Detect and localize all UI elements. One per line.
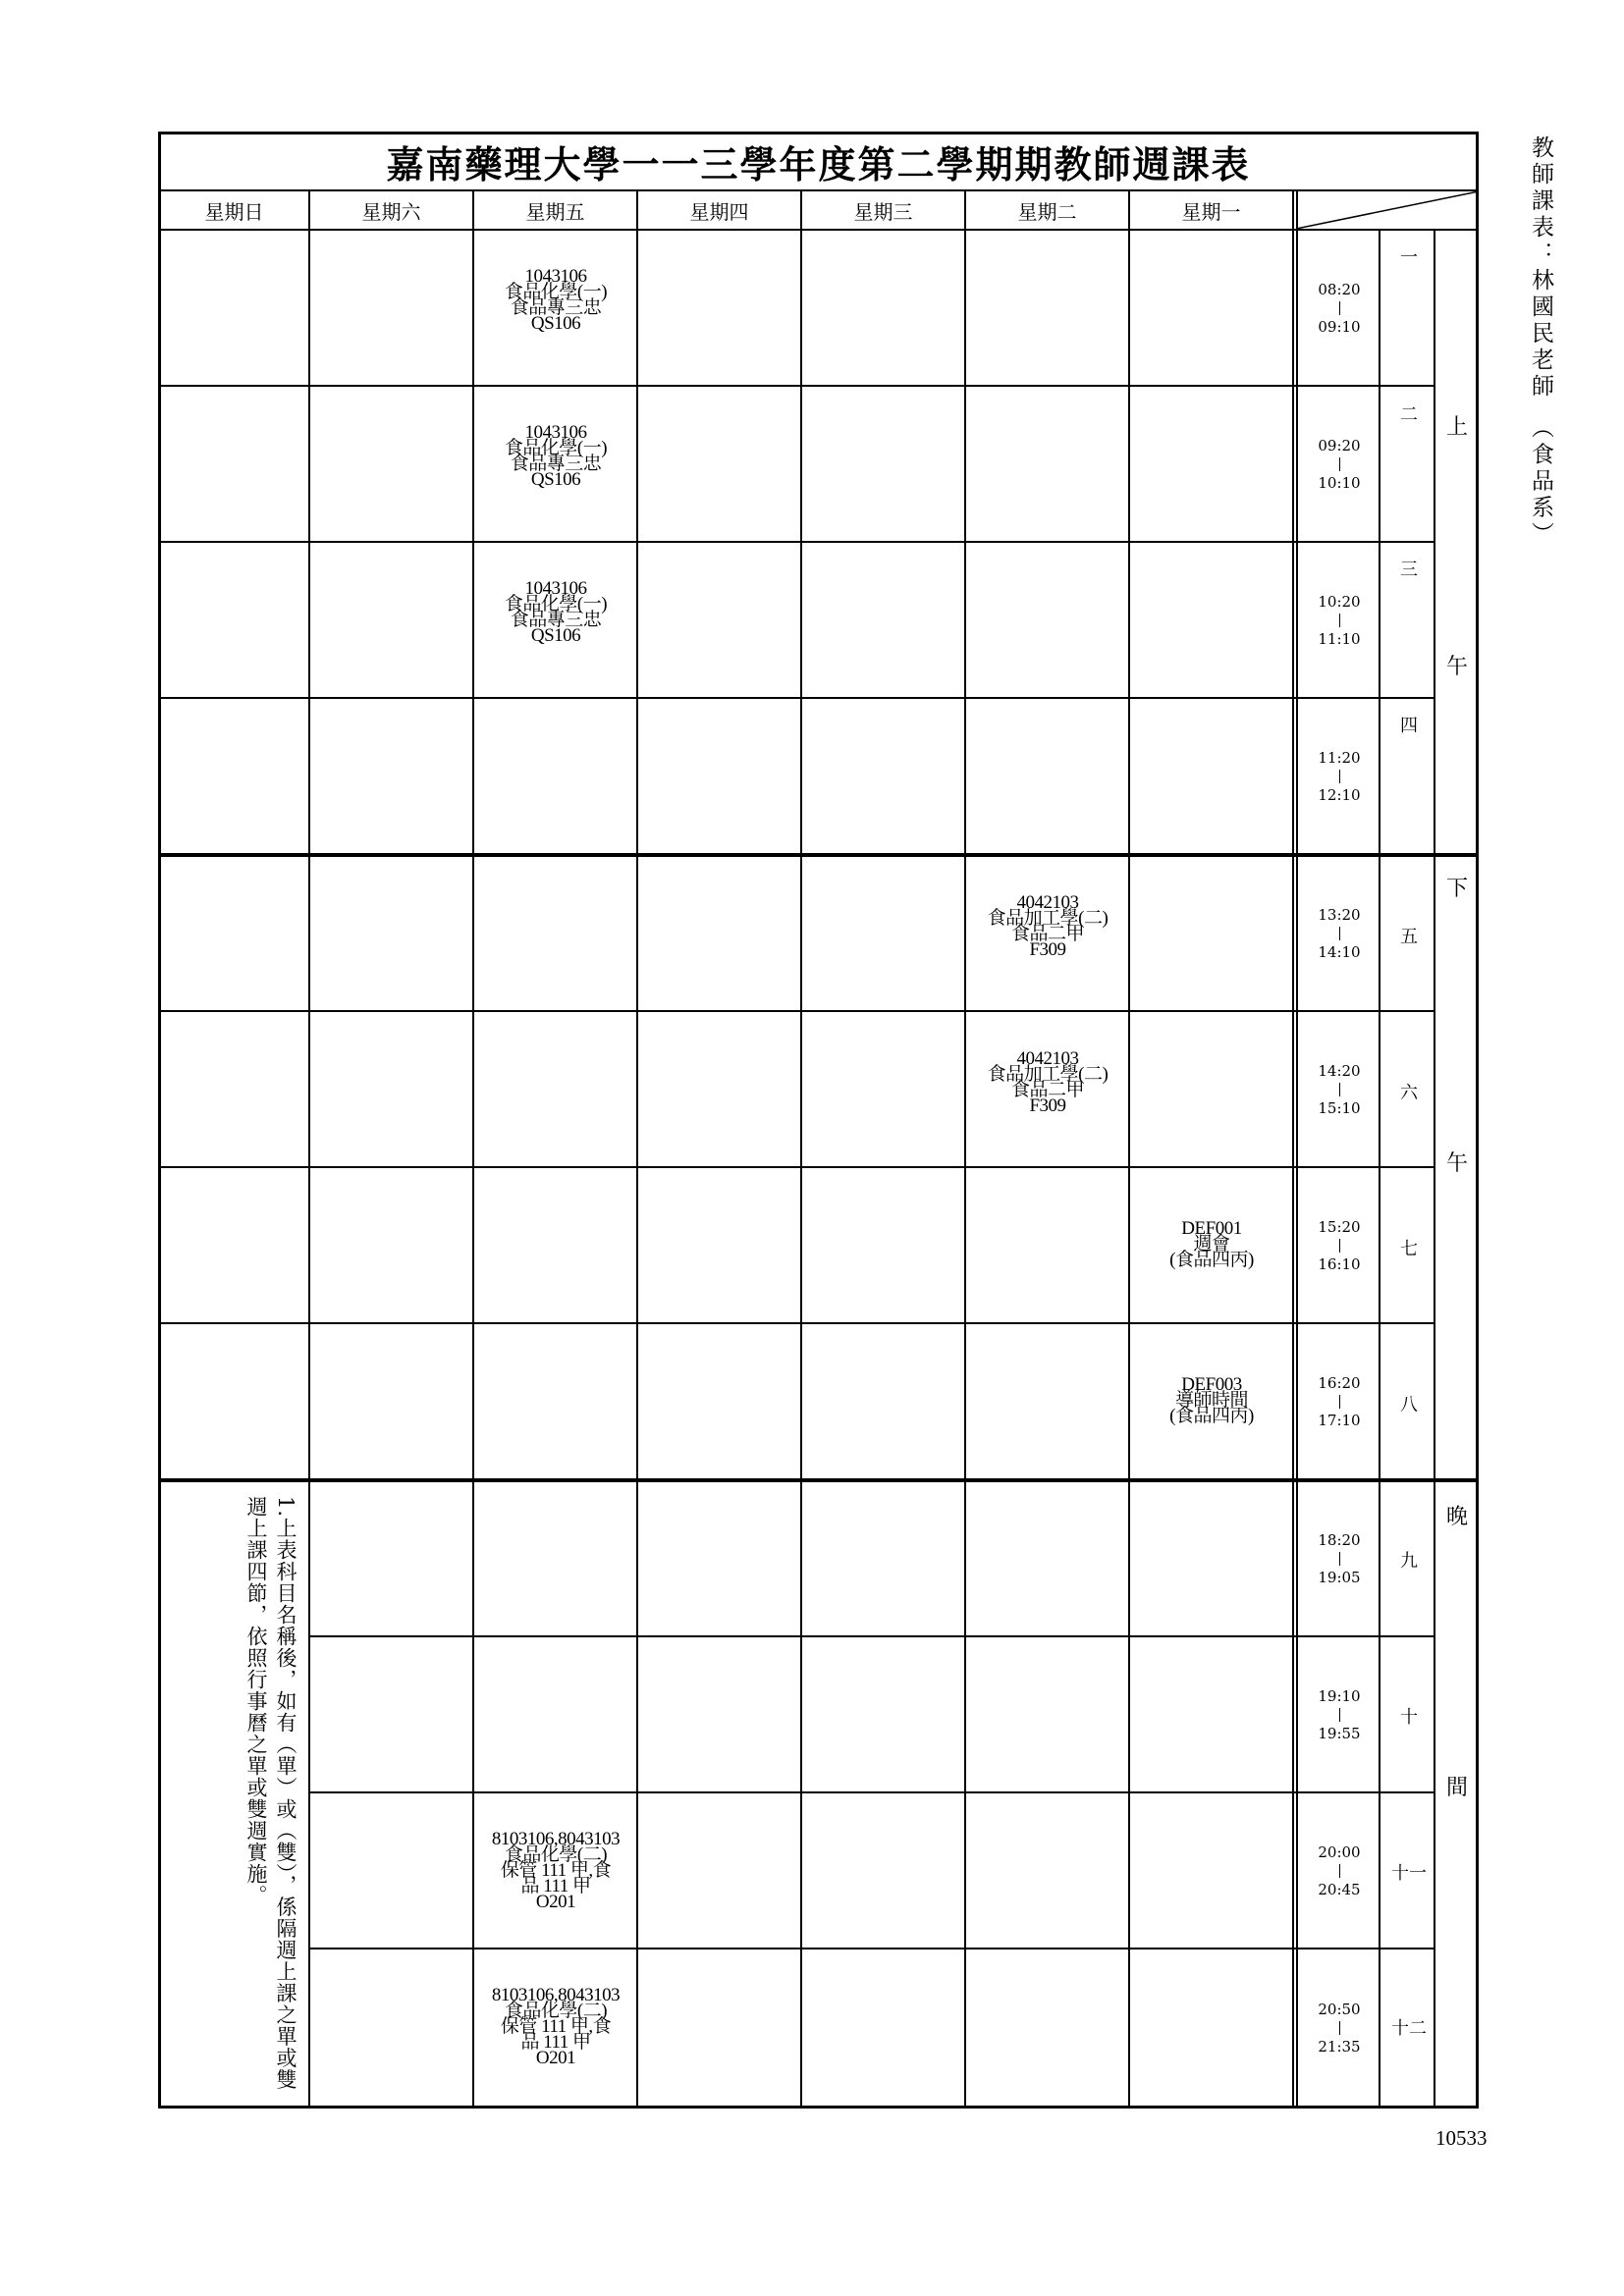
header-diagonal xyxy=(1296,191,1479,231)
period-end: 16:10 xyxy=(1318,1255,1361,1273)
session-afternoon-char-2: 午 xyxy=(1445,1151,1468,1176)
course-cell-tue-p5[interactable] xyxy=(966,887,1129,966)
course-class: (食品四丙) xyxy=(1169,1406,1254,1426)
time-separator xyxy=(1339,301,1340,315)
period-end: 19:55 xyxy=(1318,1724,1361,1742)
day-header-saturday: 星期六 xyxy=(361,199,421,224)
course-code: 1043106 xyxy=(524,266,587,287)
period-start: 10:20 xyxy=(1318,592,1361,611)
period-time xyxy=(1298,1793,1380,1948)
course-code: 1043106 xyxy=(524,422,587,443)
course-code: 8103106,8043103 xyxy=(491,1985,621,2005)
page-title: 嘉南藥理大學一一三學年度第二學期期教師週課表 xyxy=(386,141,1251,187)
period-end: 20:45 xyxy=(1318,1880,1361,1898)
course-class: 食品專三忠 xyxy=(510,610,602,630)
time-separator xyxy=(1339,927,1340,940)
course-code: 4042103 xyxy=(1016,892,1079,913)
session-rule xyxy=(158,853,1479,857)
period-start: 08:20 xyxy=(1318,280,1361,298)
course-name: 導師時間 xyxy=(1174,1390,1248,1411)
course-class: 食品二甲 xyxy=(1010,1080,1084,1100)
course-cell-fri-p12[interactable] xyxy=(474,1980,637,2074)
course-room: F309 xyxy=(1029,939,1066,960)
course-code: DEF001 xyxy=(1181,1218,1242,1239)
row-rule xyxy=(158,1166,1435,1168)
course-room: O201 xyxy=(535,2048,576,2068)
time-separator xyxy=(1339,1552,1340,1566)
course-name: 食品化學(一) xyxy=(504,282,608,302)
period-time xyxy=(1298,387,1380,541)
period-time xyxy=(1298,1482,1380,1635)
session-morning-char-1: 上 xyxy=(1445,415,1468,440)
session-afternoon-char-1: 下 xyxy=(1445,877,1468,901)
course-code: 1043106 xyxy=(524,578,587,599)
session-evening-char-1: 晚 xyxy=(1445,1505,1468,1529)
period-end: 11:10 xyxy=(1318,629,1361,648)
period-end: 19:05 xyxy=(1318,1569,1361,1586)
period-number: 十 xyxy=(1400,1707,1418,1728)
course-room: F309 xyxy=(1029,1095,1066,1116)
course-room: QS106 xyxy=(530,313,581,334)
course-cell-fri-p11[interactable] xyxy=(474,1824,637,1918)
grid-line xyxy=(964,191,966,2107)
row-rule xyxy=(308,1948,1435,1949)
grid-line xyxy=(800,191,802,2107)
time-separator xyxy=(1339,1395,1340,1409)
period-time xyxy=(1298,857,1380,1010)
period-number: 十一 xyxy=(1391,1863,1427,1884)
period-end: 10:10 xyxy=(1318,473,1361,492)
period-time xyxy=(1298,699,1380,853)
course-room: QS106 xyxy=(530,625,581,646)
period-end: 15:10 xyxy=(1318,1098,1361,1117)
period-number: 二 xyxy=(1400,404,1418,425)
grid-line xyxy=(308,1482,310,2107)
time-separator xyxy=(1339,1239,1340,1253)
period-number: 八 xyxy=(1400,1395,1418,1415)
course-cell-fri-p1[interactable] xyxy=(474,261,637,340)
period-number: 三 xyxy=(1400,560,1418,580)
period-end: 17:10 xyxy=(1318,1411,1361,1429)
footnote: 1.上表科目名稱後，如有（單）或（雙），係隔週上課之單或雙週上課四節，依照行事曆之單或雙週實施。 xyxy=(244,1496,298,2091)
period-time xyxy=(1298,1012,1380,1166)
course-name: 食品化學(一) xyxy=(504,438,608,458)
time-separator xyxy=(1339,614,1340,627)
day-header-friday: 星期五 xyxy=(525,199,585,224)
row-rule xyxy=(158,541,1435,543)
course-cell-tue-p6[interactable] xyxy=(966,1043,1129,1122)
period-start: 14:20 xyxy=(1318,1061,1361,1080)
period-time xyxy=(1298,1168,1380,1322)
course-class: 保管 111 甲,食 xyxy=(500,1860,612,1881)
row-rule xyxy=(158,385,1435,387)
day-header-wednesday: 星期三 xyxy=(853,199,913,224)
course-class: 食品專三忠 xyxy=(510,297,602,318)
row-rule xyxy=(158,1010,1435,1012)
page-number: 10533 xyxy=(1435,2126,1488,2150)
period-number: 六 xyxy=(1400,1083,1418,1103)
course-name: 週會 xyxy=(1193,1234,1230,1255)
course-name: 食品加工學(二) xyxy=(987,1064,1109,1085)
period-time xyxy=(1298,1324,1380,1478)
period-end: 14:10 xyxy=(1318,943,1361,961)
session-evening-char-2: 間 xyxy=(1445,1776,1468,1800)
course-class: 食品二甲 xyxy=(1010,924,1084,944)
period-start: 09:20 xyxy=(1318,436,1361,454)
row-rule xyxy=(308,1635,1435,1637)
period-time xyxy=(1298,1637,1380,1791)
course-cell-fri-p3[interactable] xyxy=(474,573,637,652)
day-header-sunday: 星期日 xyxy=(204,199,264,224)
period-number: 五 xyxy=(1400,927,1418,947)
period-start: 13:20 xyxy=(1318,906,1361,924)
period-start: 11:20 xyxy=(1318,748,1361,767)
day-header-thursday: 星期四 xyxy=(689,199,749,224)
course-class: (食品四丙) xyxy=(1169,1250,1254,1270)
course-room: QS106 xyxy=(530,469,581,490)
time-separator xyxy=(1339,1083,1340,1096)
course-code: 8103106,8043103 xyxy=(491,1829,621,1849)
course-class: 品 111 甲 xyxy=(520,2032,591,2053)
day-header-tuesday: 星期二 xyxy=(1017,199,1077,224)
period-number: 十二 xyxy=(1391,2018,1427,2039)
session-morning-char-2: 午 xyxy=(1445,655,1468,679)
table-frame xyxy=(158,132,1479,2109)
grid-line xyxy=(1292,191,1294,2107)
header-rule xyxy=(158,229,1479,231)
period-start: 19:10 xyxy=(1318,1686,1361,1705)
course-cell-mon-p7[interactable] xyxy=(1130,1213,1293,1276)
period-number: 七 xyxy=(1400,1239,1418,1259)
course-name: 食品化學(二) xyxy=(504,1844,608,1865)
row-rule xyxy=(158,697,1435,699)
period-time xyxy=(1298,1949,1380,2107)
grid-line xyxy=(1128,191,1130,2107)
period-start: 16:20 xyxy=(1318,1373,1361,1392)
row-rule xyxy=(308,1791,1435,1793)
period-end: 09:10 xyxy=(1318,317,1361,336)
course-name: 食品化學(一) xyxy=(504,594,608,614)
course-class: 保管 111 甲,食 xyxy=(500,2016,612,2037)
course-cell-fri-p2[interactable] xyxy=(474,417,637,496)
period-start: 15:20 xyxy=(1318,1217,1361,1236)
course-name: 食品化學(二) xyxy=(504,2001,608,2021)
course-class: 食品專三忠 xyxy=(510,454,602,474)
period-number: 九 xyxy=(1400,1551,1418,1572)
row-rule xyxy=(158,1322,1435,1324)
period-time xyxy=(1298,231,1380,385)
period-start: 18:20 xyxy=(1318,1531,1361,1549)
course-class: 品 111 甲 xyxy=(520,1876,591,1896)
period-start: 20:50 xyxy=(1318,2001,1361,2018)
period-number: 一 xyxy=(1400,247,1418,268)
session-rule xyxy=(158,1478,1479,1482)
time-separator xyxy=(1339,770,1340,783)
course-room: O201 xyxy=(535,1892,576,1912)
period-end: 12:10 xyxy=(1318,785,1361,804)
course-name: 食品加工學(二) xyxy=(987,908,1109,929)
course-code: DEF003 xyxy=(1181,1374,1242,1395)
time-separator xyxy=(1339,457,1340,471)
period-start: 20:00 xyxy=(1318,1842,1361,1861)
time-separator xyxy=(1339,1708,1340,1722)
period-end: 21:35 xyxy=(1318,2038,1361,2056)
course-code: 4042103 xyxy=(1016,1048,1079,1069)
period-number: 四 xyxy=(1400,716,1418,736)
course-cell-mon-p8[interactable] xyxy=(1130,1369,1293,1432)
period-time xyxy=(1298,543,1380,697)
time-separator xyxy=(1339,1864,1340,1878)
teacher-side-label: 教師課表：林國民老師 （食品系） xyxy=(1528,135,1553,549)
time-separator xyxy=(1339,2021,1340,2035)
day-header-monday: 星期一 xyxy=(1181,199,1241,224)
